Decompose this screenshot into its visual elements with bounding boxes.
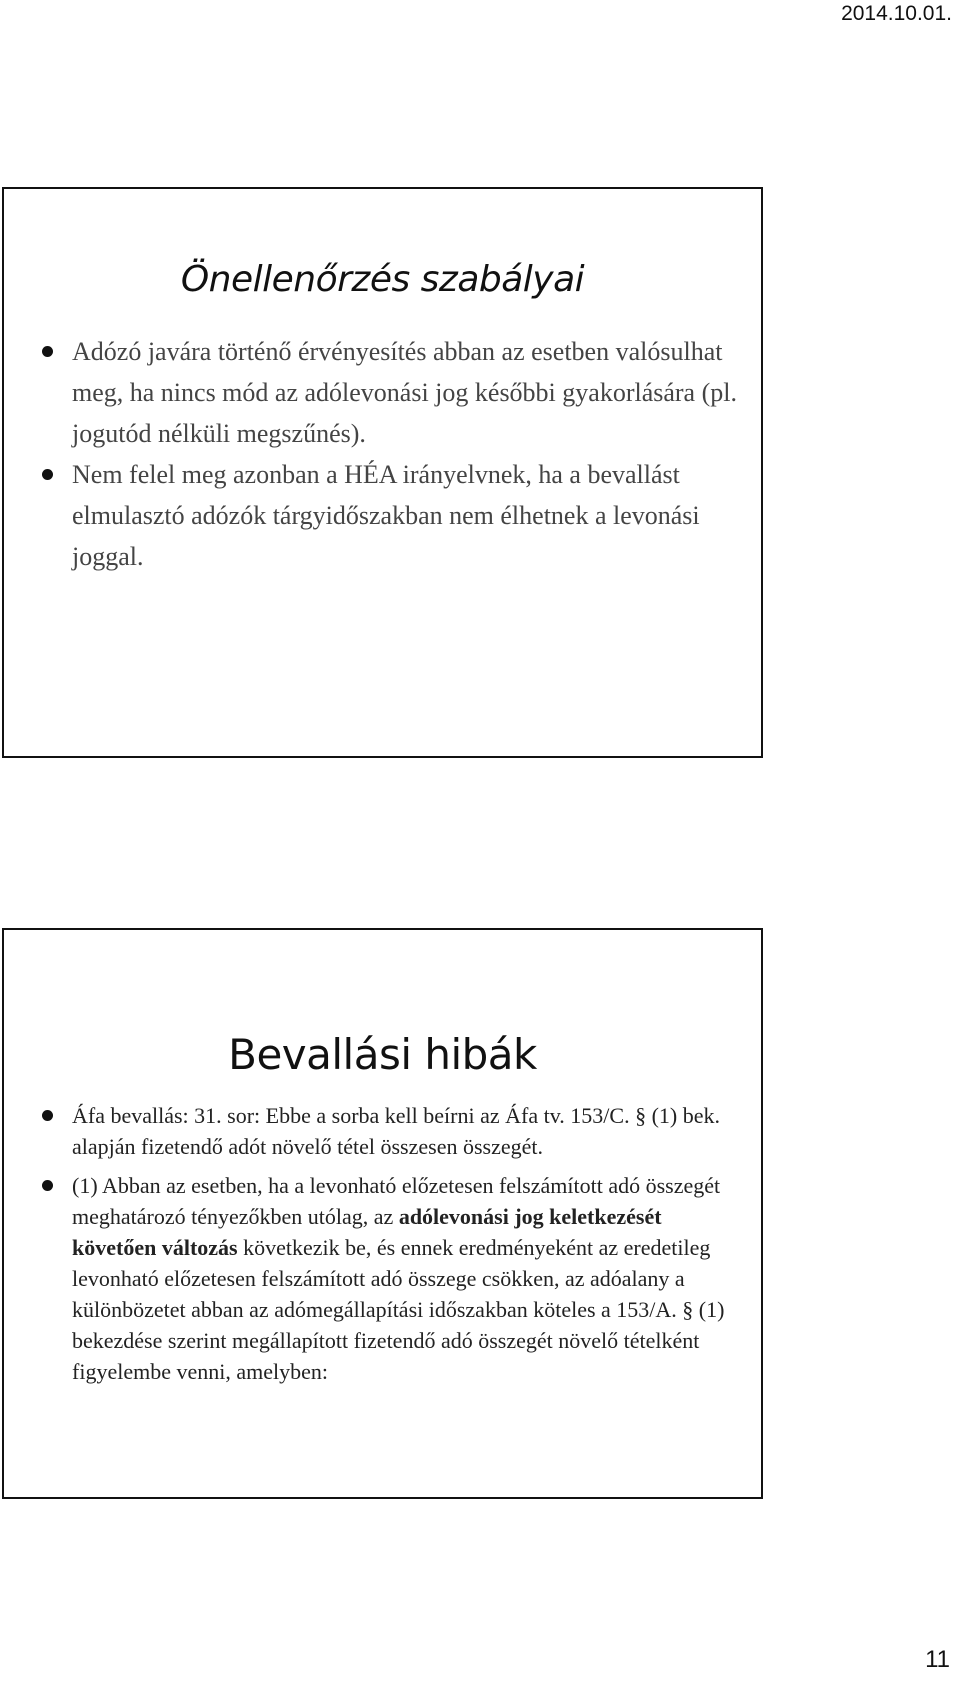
bullet-list [4,1100,741,1395]
bullet-emphasis: adólevonási jog keletkezését követően változás [72,1204,662,1260]
bullet-text: Nem felel meg azonban a HÉA irányelvnek, ha a bevallást elmulasztó adózók tárgyidőszakban nem élhetnek a levonási joggal. [72,460,700,571]
slide-title: Bevallási hibák [228,1030,537,1079]
bullet-icon [42,346,53,357]
slide-onellenorzes [2,187,763,758]
bullet-item [4,1170,741,1387]
bullet-text: Adózó javára történő érvényesítés abban az esetben valósulhat meg, ha nincs mód az adólevonási jog későbbi gyakorlására (pl. jogutód nélküli megszűnés). [72,337,737,448]
bullet-item [4,331,741,454]
bullet-item [4,1100,741,1162]
bullet-text: Áfa bevallás: 31. sor: Ebbe a sorba kell beírni az Áfa tv. 153/C. § (1) bek. alapján fizetendő adót növelő tétel összesen összegét. [72,1103,720,1159]
slide-title: Önellenőrzés szabályai [180,259,585,300]
bullet-icon [42,1180,53,1191]
page-number: 11 [925,1646,950,1673]
bullet-item [4,454,741,577]
bullet-text: (1) Abban az esetben, ha a levonható előzetesen felszámított adó összegét meghatározó tényezőkben utólag, az [72,1173,721,1229]
bullet-list [4,331,741,577]
bullet-icon [42,469,53,480]
bullet-icon [42,1110,53,1121]
page-date: 2014.10.01. [841,2,952,25]
bullet-text: következik be, és ennek eredményeként az eredetileg levonható előzetesen felszámított adó összege csökken, az adóalany a különbözetet abban az adómegállapítási időszakban köteles a 153/A. § (1) bekezdése szerint megállapított fizetendő adó összegét növelő tételként figyelembe venni, amelyben: [72,1235,725,1384]
slide-bevallasi-hibak [2,928,763,1499]
